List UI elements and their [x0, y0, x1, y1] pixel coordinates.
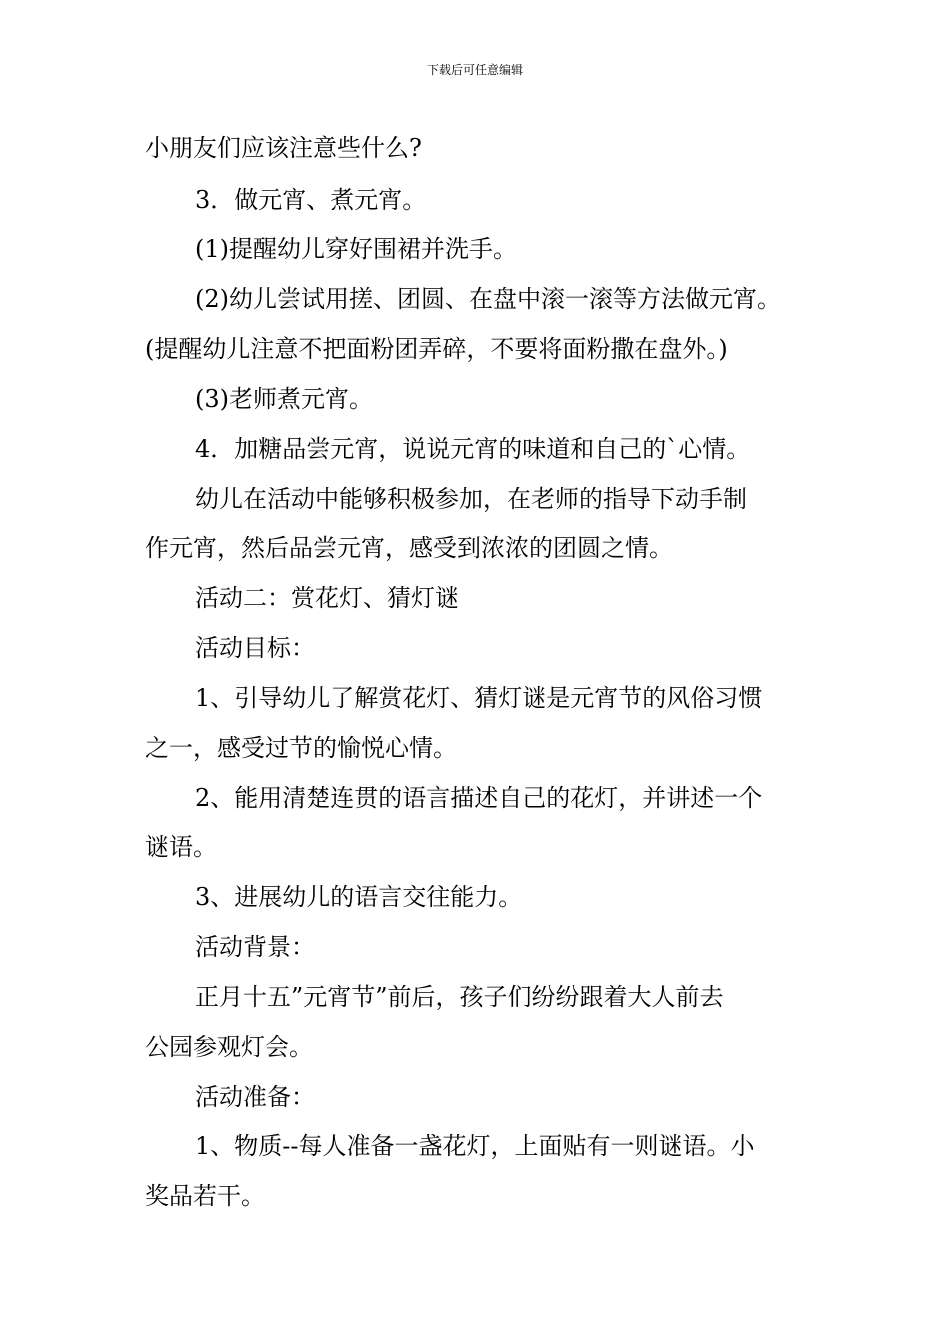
text-line: 正月十五”元宵节”前后，孩子们纷纷跟着大人前去 — [195, 983, 724, 1011]
text-line: 3．做元宵、煮元宵。 — [195, 186, 427, 214]
text-line: (3)老师煮元宵。 — [195, 385, 373, 413]
text-line: 活动准备： — [195, 1083, 315, 1111]
text-line: (1)提醒幼儿穿好围裙并洗手。 — [195, 235, 517, 263]
text-line: 3、进展幼儿的语言交往能力。 — [195, 883, 523, 911]
text-line: 活动二：赏花灯、猜灯谜 — [195, 584, 459, 612]
text-line: 活动目标： — [195, 634, 315, 662]
text-line: (提醒幼儿注意不把面粉团弄碎，不要将面粉撒在盘外。) — [145, 335, 728, 363]
text-line: 1、引导幼儿了解赏花灯、猜灯谜是元宵节的风俗习惯 — [195, 684, 763, 712]
text-line: 4．加糖品尝元宵，说说元宵的味道和自己的`心情。 — [195, 435, 751, 463]
text-line: 谜语。 — [145, 833, 217, 861]
text-line: 公园参观灯会。 — [145, 1033, 313, 1061]
text-line: 活动背景： — [195, 933, 315, 961]
text-line: 幼儿在活动中能够积极参加，在老师的指导下动手制 — [195, 485, 747, 513]
page-header: 下载后可任意编辑 — [426, 63, 523, 77]
text-line: 小朋友们应该注意些什么? — [145, 134, 422, 162]
text-line: 之一，感受过节的愉悦心情。 — [145, 734, 457, 762]
text-line: 1、物质--每人准备一盏花灯，上面贴有一则谜语。小 — [195, 1132, 755, 1160]
text-line: 2、能用清楚连贯的语言描述自己的花灯，并讲述一个 — [195, 784, 763, 812]
text-line: (2)幼儿尝试用搓、团圆、在盘中滚一滚等方法做元宵。 — [195, 285, 781, 313]
text-line: 作元宵，然后品尝元宵，感受到浓浓的团圆之情。 — [145, 534, 673, 562]
text-line: 奖品若干。 — [145, 1182, 265, 1210]
